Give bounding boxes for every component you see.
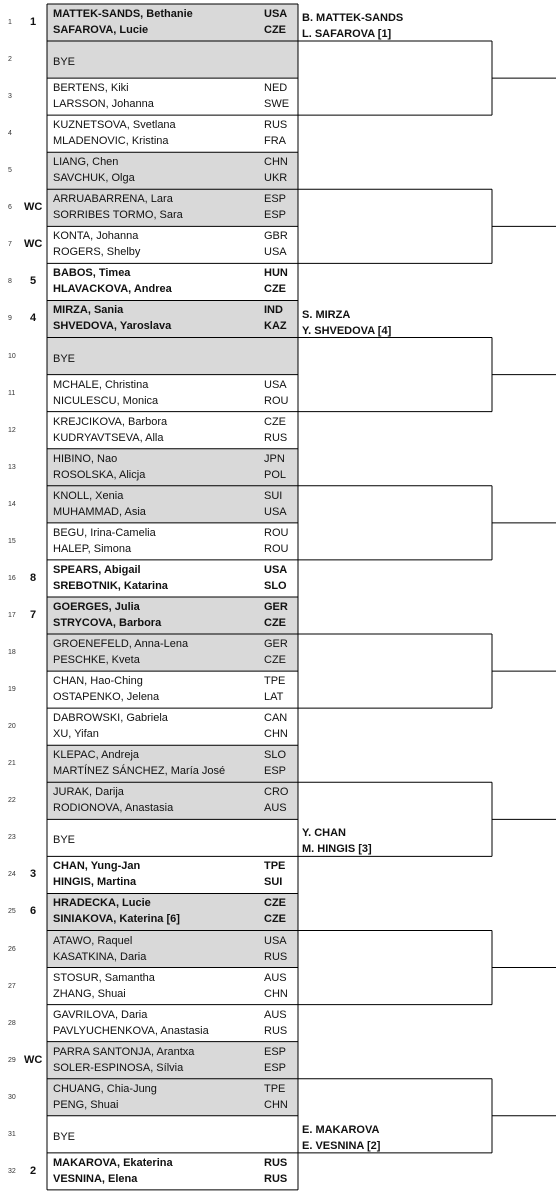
country-code: USA	[264, 505, 287, 518]
player-name: MATTEK-SANDS, Bethanie	[53, 8, 193, 20]
second-round-team: Y. CHAN	[302, 827, 347, 840]
player-name: SOLER-ESPINOSA, Sílvia	[53, 1061, 184, 1074]
country-code: FRA	[264, 135, 286, 148]
country-code: CZE	[264, 897, 286, 910]
player-name: GAVRILOVA, Daria	[53, 1008, 148, 1021]
country-code: TPE	[264, 1082, 286, 1095]
country-code: HUN	[264, 267, 288, 280]
country-code: KAZ	[264, 320, 287, 333]
country-code: ESP	[264, 1061, 287, 1074]
second-round-team: B. MATTEK-SANDS	[302, 12, 404, 25]
second-round-team: L. SAFAROVA [1]	[302, 28, 392, 41]
player-name: MIRZA, Sania	[53, 304, 124, 317]
draw-line-number: 2	[8, 56, 12, 64]
player-name: KNOLL, Xenia	[53, 489, 124, 502]
draw-line-number: 28	[8, 1019, 16, 1027]
player-name: PARRA SANTONJA, Arantxa	[53, 1045, 195, 1058]
country-code: NED	[264, 82, 288, 95]
draw-line-number: 18	[8, 649, 16, 657]
player-name: RODIONOVA, Anastasia	[53, 802, 174, 815]
country-code: TPE	[264, 860, 286, 873]
country-code: RUS	[264, 119, 288, 132]
country-code: CHN	[264, 1098, 288, 1111]
player-name: BEGU, Irina-Camelia	[53, 526, 156, 539]
second-round-team: Y. SHVEDOVA [4]	[302, 324, 392, 337]
bye-label: BYE	[53, 56, 76, 69]
player-name: NICULESCU, Monica	[53, 394, 159, 407]
draw-line-number: 5	[8, 167, 12, 175]
player-name: MCHALE, Christina	[53, 378, 149, 391]
player-name: HIBINO, Nao	[53, 452, 118, 465]
player-name: PENG, Shuai	[53, 1098, 119, 1111]
seed-label: WC	[24, 201, 43, 214]
player-name: LIANG, Chen	[53, 156, 119, 169]
player-name: SAVCHUK, Olga	[53, 172, 135, 185]
country-code: RUS	[264, 431, 288, 444]
second-round-team: E. MAKAROVA	[302, 1123, 380, 1136]
player-name: GROENEFELD, Anna-Lena	[53, 638, 189, 651]
country-code: ESP	[264, 765, 287, 778]
country-code: RUS	[264, 1172, 288, 1185]
draw-line-number: 32	[8, 1167, 16, 1175]
country-code: LAT	[264, 691, 284, 704]
draw-line-number: 14	[8, 500, 16, 508]
draw-line-number: 27	[8, 982, 16, 990]
player-name: HINGIS, Martina	[53, 876, 137, 889]
country-code: AUS	[264, 971, 287, 984]
bye-label: BYE	[53, 834, 76, 847]
country-code: SLO	[264, 749, 287, 762]
country-code: CRO	[264, 786, 289, 799]
seed-label: 4	[30, 312, 37, 325]
country-code: IND	[264, 304, 283, 317]
player-name: XU, Yifan	[53, 728, 99, 741]
player-name: CHAN, Yung-Jan	[53, 860, 141, 873]
country-code: USA	[264, 563, 288, 576]
draw-line-number: 13	[8, 463, 16, 471]
draw-line-number: 12	[8, 426, 16, 434]
player-name: SINIAKOVA, Katerina [6]	[53, 913, 180, 926]
draw-line-number: 6	[8, 204, 12, 212]
country-code: USA	[264, 934, 287, 947]
seed-label: 5	[30, 275, 37, 288]
draw-line-number: 22	[8, 797, 16, 805]
draw-line-number: 19	[8, 686, 16, 694]
country-code: AUS	[264, 1008, 287, 1021]
player-name: BABOS, Timea	[53, 267, 131, 280]
country-code: SLO	[264, 579, 287, 592]
player-name: KONTA, Johanna	[53, 230, 139, 243]
player-name: SORRIBES TORMO, Sara	[53, 209, 183, 222]
player-name: MAKAROVA, Ekaterina	[53, 1156, 173, 1169]
country-code: SUI	[264, 876, 283, 889]
player-name: PESCHKE, Kveta	[53, 654, 140, 667]
player-name: PAVLYUCHENKOVA, Anastasia	[53, 1024, 209, 1037]
draw-line-number: 23	[8, 834, 16, 842]
country-code: POL	[264, 468, 287, 481]
draw-line-number: 17	[8, 611, 16, 619]
country-code: TPE	[264, 675, 286, 688]
country-code: ESP	[264, 1045, 287, 1058]
second-round-team: M. HINGIS [3]	[302, 843, 372, 856]
country-code: UKR	[264, 172, 288, 185]
seed-label: WC	[24, 1053, 43, 1066]
country-code: CZE	[264, 415, 286, 428]
country-code: CZE	[264, 654, 286, 667]
player-name: KUDRYAVTSEVA, Alla	[53, 431, 164, 444]
player-name: SREBOTNIK, Katarina	[53, 579, 168, 592]
country-code: ESP	[264, 193, 287, 206]
player-name: BERTENS, Kiki	[53, 82, 129, 95]
country-code: ESP	[264, 209, 287, 222]
draw-line-number: 3	[8, 93, 12, 101]
player-name: SAFAROVA, Lucie	[53, 24, 149, 36]
draw-line-number: 16	[8, 574, 16, 582]
country-code: ROU	[264, 542, 289, 555]
draw-line-number: 30	[8, 1093, 16, 1101]
player-name: SHVEDOVA, Yaroslava	[53, 320, 172, 333]
country-code: RUS	[264, 950, 288, 963]
draw-line-number: 29	[8, 1056, 16, 1064]
country-code: ROU	[264, 526, 289, 539]
player-name: OSTAPENKO, Jelena	[53, 691, 160, 704]
country-code: ROU	[264, 394, 289, 407]
bye-label: BYE	[53, 352, 76, 365]
draw-line-number: 1	[8, 19, 12, 26]
country-code: CAN	[264, 712, 288, 725]
player-name: KUZNETSOVA, Svetlana	[53, 119, 176, 132]
country-code: USA	[264, 8, 288, 20]
player-name: ARRUABARRENA, Lara	[53, 193, 173, 206]
country-code: CHN	[264, 728, 288, 741]
seed-label: 7	[30, 608, 37, 621]
player-name: MLADENOVIC, Kristina	[53, 135, 169, 148]
player-name: HRADECKA, Lucie	[53, 897, 151, 910]
country-code: CHN	[264, 156, 288, 169]
player-name: LARSSON, Johanna	[53, 98, 154, 111]
player-name: ROSOLSKA, Alicja	[53, 468, 146, 481]
draw-line-number: 15	[8, 537, 16, 545]
player-name: SPEARS, Abigail	[53, 563, 141, 576]
country-code: USA	[264, 246, 287, 259]
country-code: CZE	[264, 283, 286, 296]
player-name: HLAVACKOVA, Andrea	[53, 283, 172, 296]
country-code: RUS	[264, 1024, 288, 1037]
country-code: GER	[264, 600, 288, 613]
seed-label: 6	[30, 905, 37, 918]
country-code: CHN	[264, 987, 288, 1000]
draw-line-number: 24	[8, 871, 16, 879]
player-name: STRYCOVA, Barbora	[53, 616, 162, 629]
country-code: USA	[264, 378, 287, 391]
draw-line-number: 9	[8, 315, 12, 323]
draw-line-number: 20	[8, 723, 16, 731]
draw-line-number: 10	[8, 352, 16, 360]
draw-line-number: 7	[8, 241, 12, 249]
player-name: ZHANG, Shuai	[53, 987, 126, 1000]
draw-line-number: 25	[8, 908, 16, 916]
draw-line-number: 31	[8, 1130, 16, 1138]
player-name: VESNINA, Elena	[53, 1172, 138, 1185]
draw-line-number: 8	[8, 278, 12, 286]
country-code: SUI	[264, 489, 283, 502]
country-code: CZE	[264, 616, 286, 629]
second-round-team: S. MIRZA	[302, 308, 351, 321]
country-code: CZE	[264, 913, 286, 926]
player-name: KREJCIKOVA, Barbora	[53, 415, 168, 428]
seed-label: 8	[30, 571, 37, 584]
player-name: MUHAMMAD, Asia	[53, 505, 146, 518]
player-name: JURAK, Darija	[53, 786, 124, 799]
player-name: CHAN, Hao-Ching	[53, 675, 143, 688]
player-name: KLEPAC, Andreja	[53, 749, 140, 762]
seed-label: 1	[30, 16, 37, 28]
player-name: GOERGES, Julia	[53, 600, 140, 613]
player-name: HALEP, Simona	[53, 542, 132, 555]
player-name: CHUANG, Chia-Jung	[53, 1082, 157, 1095]
draw-line-number: 21	[8, 760, 16, 768]
country-code: GER	[264, 638, 288, 651]
second-round-team: E. VESNINA [2]	[302, 1139, 381, 1152]
draw-line-number: 4	[8, 130, 12, 138]
draw-line-number: 11	[8, 389, 16, 397]
country-code: JPN	[264, 452, 285, 465]
player-name: KASATKINA, Daria	[53, 950, 147, 963]
player-name: DABROWSKI, Gabriela	[53, 712, 168, 725]
country-code: AUS	[264, 802, 287, 815]
seed-label: 3	[30, 868, 37, 881]
draw-line-number: 26	[8, 945, 16, 953]
country-code: SWE	[264, 98, 290, 111]
country-code: GBR	[264, 230, 288, 243]
player-name: ATAWO, Raquel	[53, 934, 133, 947]
country-code: CZE	[264, 24, 286, 36]
player-name: MARTÍNEZ SÁNCHEZ, María José	[53, 765, 226, 778]
country-code: RUS	[264, 1156, 288, 1169]
seed-label: 2	[30, 1164, 37, 1177]
player-name: STOSUR, Samantha	[53, 971, 155, 984]
bye-label: BYE	[53, 1130, 76, 1143]
seed-label: WC	[24, 238, 43, 251]
player-name: ROGERS, Shelby	[53, 246, 141, 259]
